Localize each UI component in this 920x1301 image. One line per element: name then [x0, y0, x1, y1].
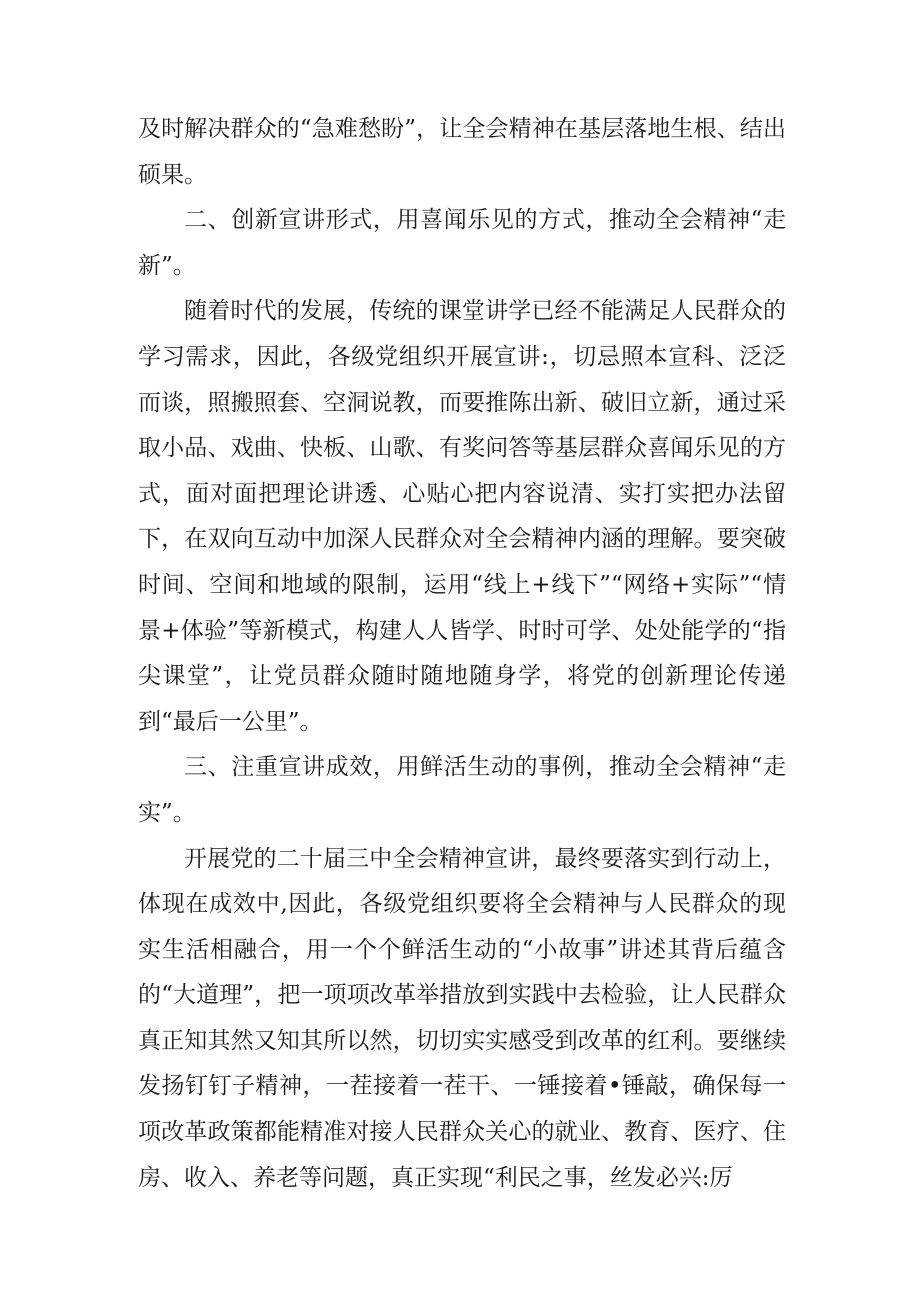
document-page: [138, 107, 786, 1201]
paragraph-effectiveness-body: 开展党的二十届三中全会精神宣讲，最终要落实到行动上，体现在成效中,因此，各级党组织要将全会精神与人民群众的现实生活相融合，用一个个鲜活生动的“小故事”讲述其背后蕴含的“大道理”，把一项项改革举措放到实践中去检验，让人民群众真正知其然又知其所以然，切切实实感受到改革的红利。要继续发扬钉钉子精神，一茬接着一茬干、一锤接着•锤敲，确保每一项改革政策都能精准对接人民群众关心的就业、教育、医疗、住房、收入、养老等问题，真正实现“利民之事，丝发必兴:厉: [138, 845, 786, 1191]
paragraph-continuation: 及时解决群众的“急难愁盼”，让全会精神在基层落地生根、结出硕果。: [138, 116, 786, 188]
section-heading-effectiveness: 三、注重宣讲成效，用鲜活生动的事例，推动全会精神“走实”。: [138, 754, 786, 826]
paragraph-innovate-form-body: 随着时代的发展，传统的课堂讲学已经不能满足人民群众的学习需求，因此，各级党组织开展宣讲:，切忌照本宣科、泛泛而谈，照搬照套、空洞说教，而要推陈出新、破旧立新，通过采取小品、戏曲、快板、山歌、有奖问答等基层群众喜闻乐见的方式，面对面把理论讲透、心贴心把内容说清、实打实把办法留下，在双向互动中加深人民群众对全会精神内涵的理解。要突破时间、空间和地域的限制，运用“线上+线下”“网络+实际”“情景+体验”等新模式，构建人人皆学、时时可学、处处能学的“指尖课堂”，让党员群众随时随地随身学，将党的创新理论传递到“最后一公里”。: [138, 298, 786, 735]
section-heading-innovate-form: 二、创新宣讲形式，用喜闻乐见的方式，推动全会精神“走新”。: [138, 207, 786, 279]
